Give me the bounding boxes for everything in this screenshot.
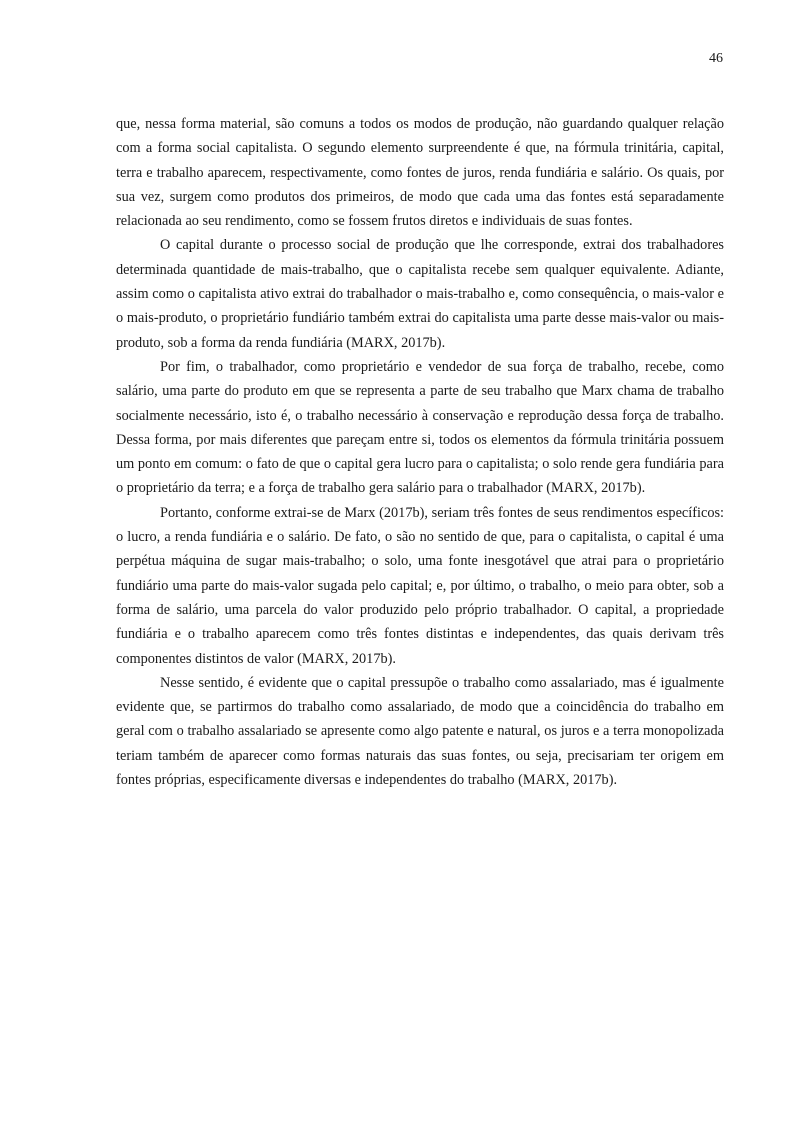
paragraph-capital-extraction: O capital durante o processo social de produção que lhe corresponde, extrai dos trabalhadores determinada quantidade de mais-trabalho, que o capitalista recebe sem qualquer equivalente. Adiante, assim como o capitalista ativo extrai do trabalhador o mais-trabalho e, como consequência, o mais-valor e o mais-produto, o proprietário fundiário também extrai do capitalista uma parte desse mais-valor ou mais-produto, sob a forma da renda fundiária (MARX, 2017b). <box>116 237 724 351</box>
paragraph-wage-labor: Nesse sentido, é evidente que o capital pressupõe o trabalho como assalariado, mas é igualmente evidente que, se partirmos do trabalho como assalariado, de modo que a coincidência do trabalho em geral com o trabalho assalariado se apresente como algo patente e natural, os juros e a terra monopolizada teriam também de aparecer como formas naturais das suas fontes, ou seja, precisariam ter origem em fontes próprias, especificamente diversas e independentes do trabalho (MARX, 2017b). <box>116 674 724 789</box>
page-number: 46 <box>709 51 723 66</box>
document-body <box>116 112 724 792</box>
paragraph-worker-salary: Por fim, o trabalhador, como proprietário e vendedor de sua força de trabalho, recebe, como salário, uma parte do produto em que se representa a parte de seu trabalho que Marx chama de trabalho socialmente necessário, isto é, o trabalho necessário à conservação e reprodução dessa força de trabalho. Dessa forma, por mais diferentes que pareçam entre si, todos os elementos da fórmula trinitária possuem um ponto em comum: o fato de que o capital gera lucro para o capitalista; o solo rende gera fundiária para o proprietário da terra; e a força de trabalho gera salário para o trabalhador (MARX, 2017b). <box>116 358 724 497</box>
paragraph-three-sources: Portanto, conforme extrai-se de Marx (2017b), seriam três fontes de seus rendimentos específicos: o lucro, a renda fundiária e o salário. De fato, o são no sentido de que, para o capitalista, o capital é uma perpétua máquina de sugar mais-trabalho; o solo, uma fonte inesgotável que atrai para o proprietário fundiário uma parte do mais-valor sugada pelo capital; e, por último, o trabalho, o meio para obter, sob a forma de salário, uma parcela do valor produzido pelo próprio trabalhador. O capital, a propriedade fundiária e o trabalho aparecem como três fontes distintas e independentes, das quais derivam três componentes distintos de valor (MARX, 2017b). <box>116 504 724 667</box>
paragraph-continuation: que, nessa forma material, são comuns a todos os modos de produção, não guardando qualquer relação com a forma social capitalista. O segundo elemento surpreendente é que, na fórmula trinitária, capital, terra e trabalho aparecem, respectivamente, como fontes de juros, renda fundiária e salário. Os quais, por sua vez, surgem como produtos dos primeiros, de modo que cada uma das fontes está separadamente relacionada ao seu rendimento, como se fossem frutos diretos e individuais de suas fontes. <box>116 116 724 230</box>
